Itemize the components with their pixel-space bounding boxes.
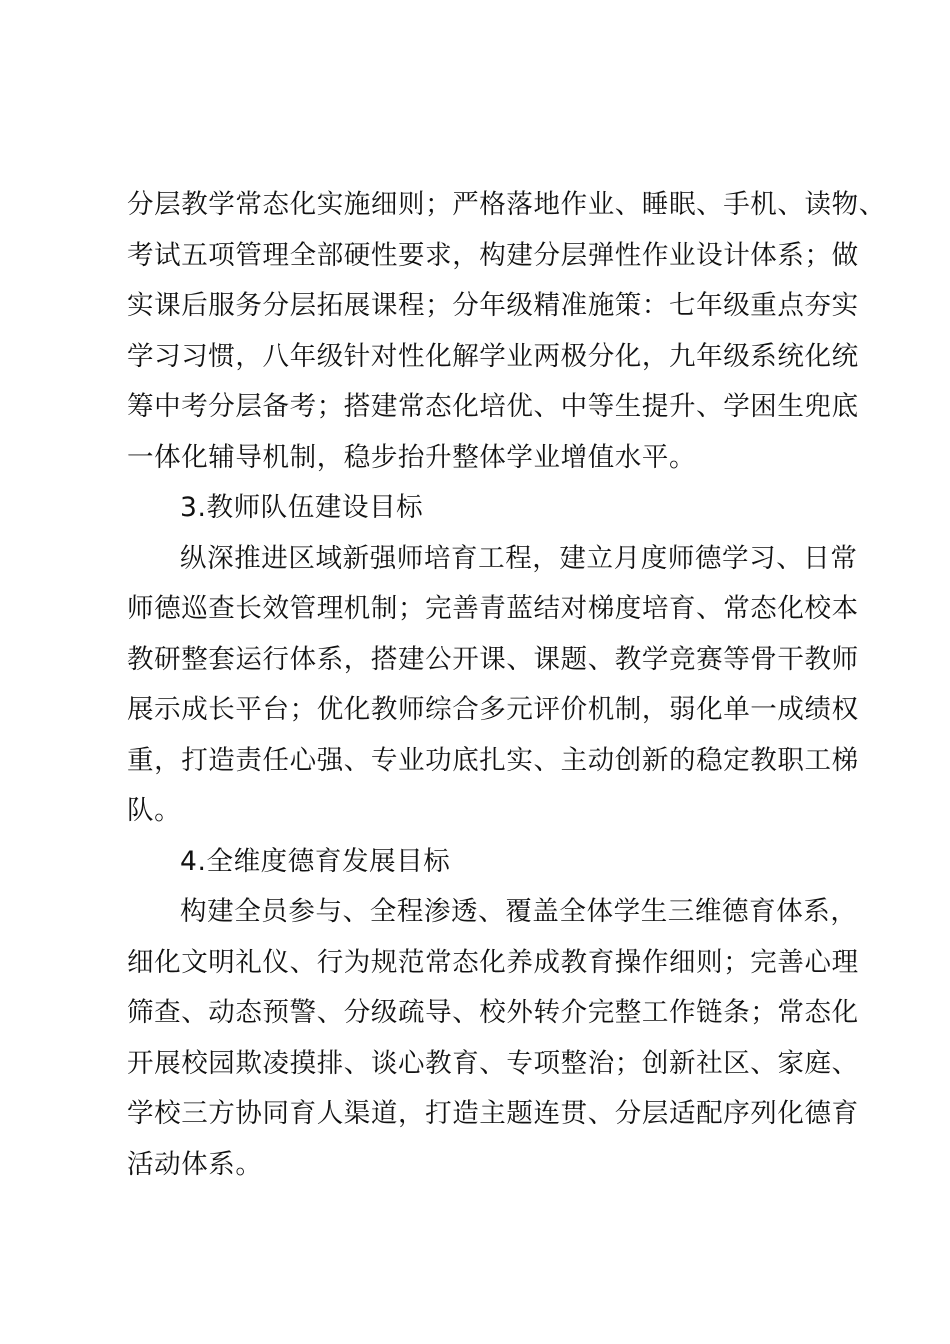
- section-heading-4: 4.全维度德育发展目标: [180, 845, 451, 877]
- text-line: 筛查、动态预警、分级疏导、校外转介完整工作链条；常态化: [127, 997, 859, 1028]
- text-line: 一体化辅导机制，稳步抬升整体学业增值水平。: [127, 441, 697, 473]
- text-line: 重，打造责任心强、专业功底扎实、主动创新的稳定教职工梯: [127, 744, 859, 776]
- text-line: 分层教学常态化实施细则；严格落地作业、睡眠、手机、读物、: [127, 189, 886, 220]
- text-line: 队。: [127, 795, 182, 826]
- text-line: 开展校园欺凌摸排、谈心教育、专项整治；创新社区、家庭、: [127, 1047, 859, 1079]
- text-line: 学校三方协同育人渠道，打造主题连贯、分层适配序列化德育: [127, 1098, 859, 1129]
- paragraph-moral-education: [127, 887, 859, 1190]
- paragraph-teacher-team: [127, 534, 859, 837]
- text-line: 教研整套运行体系，搭建公开课、课题、教学竞赛等骨干教师: [127, 643, 859, 675]
- text-line: 筹中考分层备考；搭建常态化培优、中等生提升、学困生兜底: [127, 391, 859, 422]
- text-line: 师德巡查长效管理机制；完善青蓝结对梯度培育、常态化校本: [127, 593, 859, 624]
- text-line: 细化文明礼仪、行为规范常态化养成教育操作细则；完善心理: [127, 946, 859, 978]
- text-line: 活动体系。: [127, 1148, 263, 1180]
- text-line: 考试五项管理全部硬性要求，构建分层弹性作业设计体系；做: [127, 239, 859, 271]
- paragraph-continued: [127, 180, 886, 483]
- section-heading-3: 3.教师队伍建设目标: [180, 492, 424, 523]
- text-line: 纵深推进区域新强师培育工程，建立月度师德学习、日常: [180, 542, 858, 574]
- text-line: 展示成长平台；优化教师综合多元评价机制，弱化单一成绩权: [127, 694, 859, 725]
- text-line: 学习习惯，八年级针对性化解学业两极分化，九年级系统化统: [127, 340, 859, 372]
- text-line: 实课后服务分层拓展课程；分年级精准施策：七年级重点夯实: [127, 290, 859, 321]
- document-body: [127, 180, 886, 1190]
- text-line: 构建全员参与、全程渗透、覆盖全体学生三维德育体系，: [180, 896, 858, 927]
